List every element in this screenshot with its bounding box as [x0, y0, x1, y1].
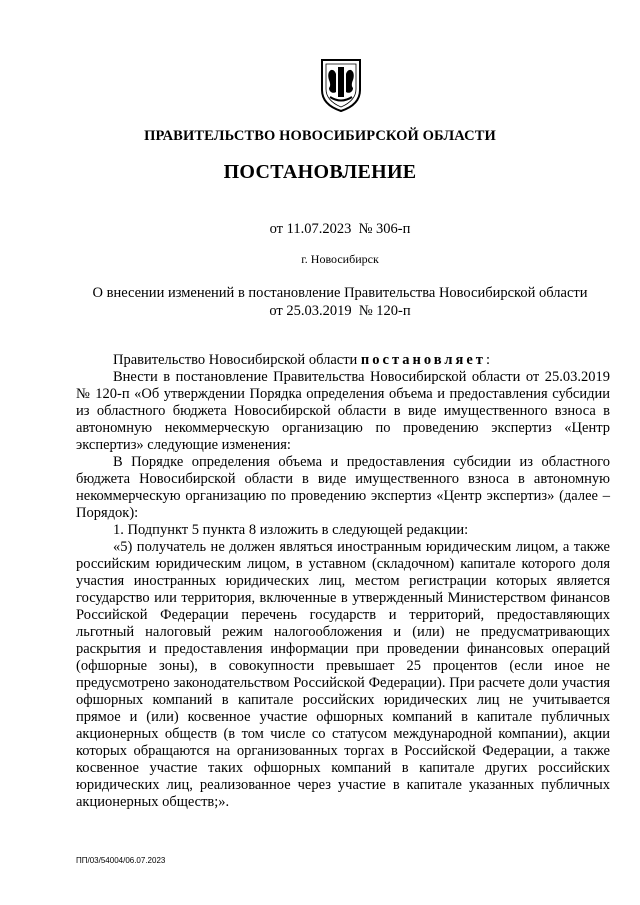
body-paragraph-amend: Внести в постановление Правительства Новосибирской области от 25.03.2019 № 120-п «Об утверждении Порядка определения объема и предоставления субсидии из областного бюджета Новосибирской области в виде имущественного взноса в автономную некоммерческую организацию по проведению экспертиз «Центр экспертиз» следующие изменения: [76, 369, 610, 453]
document-date-number: от 11.07.2023 № 306-п [269, 221, 411, 237]
organization-title: ПРАВИТЕЛЬСТВО НОВОСИБИРСКОЙ ОБЛАСТИ [144, 128, 496, 144]
body-paragraph-procedure: В Порядке определения объема и предоставления субсидии из областного бюджета Новосибирской области в виде имущественного взноса в автономную некоммерческую организацию по проведению экспертиз «Центр экспертиз» (далее – Порядок): [76, 454, 610, 521]
document-city: г. Новосибирск [301, 252, 379, 266]
body-paragraph-new-wording: «5) получатель не должен являться иностранным юридическим лицом, а также российским юридическим лицом, в уставном (складочном) капитале которого доля участия иностранных юридических лиц, местом регистрации которых является государство или территория, включенные в утвержденный Министерством финансов Российской Федерации перечень государств и территорий, предоставляющих льготный налоговый режим налогообложения и (или) не предусматривающих раскрытия и предоставления информации при проведении финансовых операций (офшорные зоны), в совокупности превышает 25 процентов (если иное не предусмотрено законодательством Российской Федерации). При расчете доли участия офшорных компаний в капитале российских юридических лиц не учитывается прямое и (или) косвенное участие офшорных компаний в капитале публичных акционерных обществ (в том числе со статусом международной компании), акции которых обращаются на организованных торгах в Российской Федерации, а также косвенное участие таких офшорных компаний в капитале других российских юридических лиц, реализованное через участие в капитале указанных публичных акционерных обществ;». [76, 539, 610, 810]
coat-of-arms-icon [318, 58, 364, 112]
subject-line-1: О внесении изменений в постановление Правительства Новосибирской области [92, 285, 588, 301]
body-paragraph-item-1: 1. Подпункт 5 пункта 8 изложить в следующей редакции: [113, 522, 469, 538]
resolution-intro-text: Правительство Новосибирской области [113, 352, 361, 368]
subject-line-2: от 25.03.2019 № 120-п [269, 303, 411, 319]
document-type: ПОСТАНОВЛЕНИЕ [223, 161, 417, 183]
resolution-intro [76, 352, 610, 369]
resolution-keyword: постановляет [360, 352, 486, 368]
document-subject [70, 284, 610, 320]
footer-document-code: ПП/03/54004/06.07.2023 [76, 856, 166, 865]
resolution-intro-colon: : [485, 352, 490, 368]
document-body [76, 352, 610, 811]
